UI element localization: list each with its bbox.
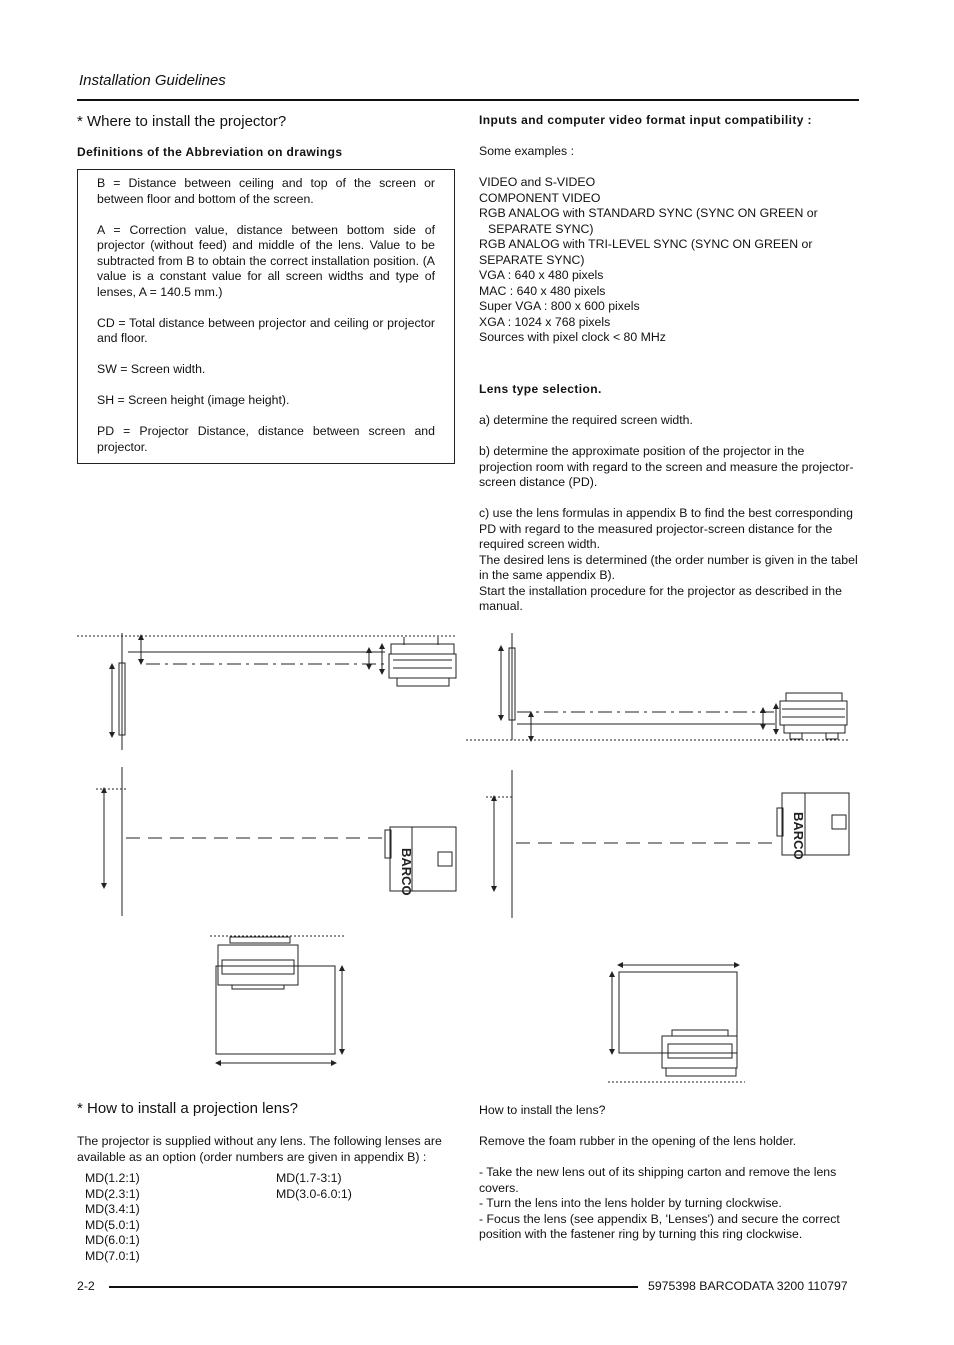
header-rule	[77, 99, 859, 101]
document-id: 5975398 BARCODATA 3200 110797	[648, 1279, 848, 1293]
step-b: b) determine the approximate position of the projector in the projection room with regard to the screen and measure the projector-screen distance (PD).	[479, 444, 854, 489]
install-step: - Focus the lens (see appendix B, 'Lenses') and secure the correct position with the fastener ring by turning this ring clockwise.	[479, 1211, 840, 1241]
lens-option: MD(3.4:1)	[85, 1202, 140, 1216]
brand-logo: BARCO	[399, 848, 414, 896]
input-item: RGB ANALOG with STANDARD SYNC (SYNC ON GREEN or	[479, 206, 818, 220]
input-item: VIDEO and S-VIDEO	[479, 175, 596, 189]
lens-option: MD(3.0-6.0:1)	[276, 1186, 352, 1201]
input-item: SEPARATE SYNC)	[479, 252, 585, 267]
step-c: c) use the lens formulas in appendix B to find the best corresponding PD with regard to the measured projector-screen distance for the required screen width.	[479, 506, 853, 551]
lens-selection-block	[479, 413, 859, 615]
step-a: a) determine the required screen width.	[479, 413, 693, 427]
input-item: Sources with pixel clock < 80 MHz	[479, 330, 666, 344]
installation-drawings	[0, 620, 954, 1090]
definition-sw: SW = Screen width.	[97, 362, 206, 376]
input-item: MAC : 640 x 480 pixels	[479, 283, 606, 298]
some-examples: Some examples :	[479, 144, 575, 158]
lens-install-block	[479, 1103, 859, 1243]
install-step: - Take the new lens out of its shipping carton and remove the lens covers.	[479, 1165, 837, 1195]
section-title-install-lens: * How to install a projection lens?	[77, 1100, 298, 1117]
input-item: SEPARATE SYNC)	[488, 221, 594, 236]
page-number: 2-2	[77, 1279, 95, 1293]
definition-b: B = Distance between ceiling and top of the screen or between floor and bottom of the screen.	[97, 176, 435, 206]
page-header-title: Installation Guidelines	[79, 72, 226, 89]
floor-top-view-drawing	[486, 770, 849, 918]
install-step: - Turn the lens into the lens holder by turning clockwise.	[479, 1196, 782, 1210]
input-item: VGA : 640 x 480 pixels	[479, 268, 604, 282]
input-item: COMPONENT VIDEO	[479, 190, 601, 205]
floor-front-view-drawing	[608, 965, 745, 1082]
section-title-install-projector: * Where to install the projector?	[77, 113, 287, 130]
definitions-box	[77, 169, 455, 464]
footer-rule	[109, 1286, 638, 1288]
start-install: Start the installation procedure for the projector as described in the manual.	[479, 583, 842, 613]
definitions-heading: Definitions of the Abbreviation on drawings	[77, 145, 343, 159]
how-install-lens: How to install the lens?	[479, 1103, 606, 1117]
definition-pd: PD = Projector Distance, distance between screen and projector.	[97, 424, 435, 454]
input-item: Super VGA : 800 x 600 pixels	[479, 299, 640, 313]
lens-option: MD(2.3:1)	[85, 1186, 140, 1201]
lens-intro: The projector is supplied without any lens. The following lenses are available as an option (order numbers are given in appendix B) :	[77, 1134, 442, 1164]
ceiling-front-view-drawing	[210, 936, 345, 1063]
remove-foam: Remove the foam rubber in the opening of the lens holder.	[479, 1134, 797, 1148]
inputs-block	[479, 144, 859, 346]
lens-option: MD(1.2:1)	[85, 1171, 140, 1185]
brand-logo: BARCO	[791, 812, 806, 860]
desired-lens: The desired lens is determined (the order number is given in the tabel in the same appendix B).	[479, 552, 858, 582]
definition-cd: CD = Total distance between projector and ceiling or projector and floor.	[97, 315, 435, 345]
lens-selection-heading: Lens type selection.	[479, 382, 602, 396]
lens-option: MD(7.0:1)	[85, 1248, 140, 1263]
ceiling-side-view-drawing	[77, 633, 457, 750]
input-item: XGA : 1024 x 768 pixels	[479, 314, 611, 329]
definition-a: A = Correction value, distance between bottom side of projector (without feed) and middle of the lens. Value to be subtracted from B to obtain the correct installation position. (A value is a constant value for all screen widths and type of lenses, A = 140.5 mm.)	[97, 222, 435, 299]
input-item: RGB ANALOG with TRI-LEVEL SYNC (SYNC ON GREEN or	[479, 237, 813, 251]
floor-side-view-drawing	[466, 633, 850, 740]
ceiling-top-view-drawing	[96, 767, 456, 916]
inputs-heading: Inputs and computer video format input compatibility :	[479, 113, 812, 127]
lens-option: MD(6.0:1)	[85, 1233, 140, 1247]
lens-option: MD(1.7-3:1)	[276, 1171, 342, 1185]
lens-option: MD(5.0:1)	[85, 1217, 140, 1232]
definition-sh: SH = Screen height (image height).	[97, 393, 290, 407]
